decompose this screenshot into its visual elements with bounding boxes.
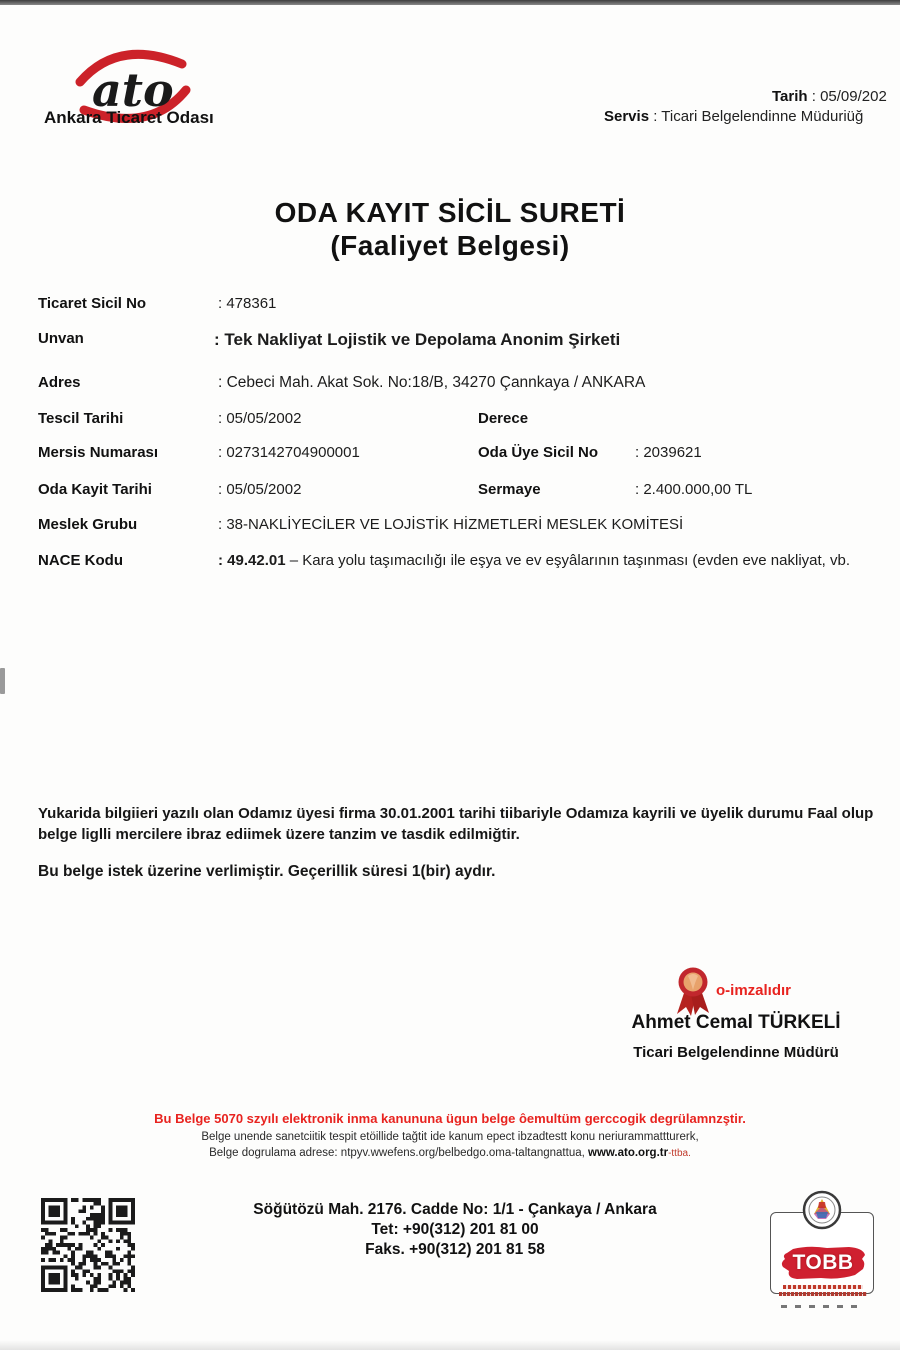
page-title-line1: ODA KAYIT SİCİL SURETİ [274, 197, 626, 228]
tobb-emblem-icon [802, 1190, 842, 1235]
scan-top-edge [0, 0, 900, 5]
field-label-2: Sermaye [478, 481, 541, 498]
url-tail: -ttba. [668, 1148, 691, 1159]
field-label: Adres [38, 374, 81, 391]
service-label: Servis [604, 108, 650, 125]
field-label: Mersis Numarası [38, 444, 159, 461]
header-date [772, 88, 887, 105]
field-label: Meslek Grubu [38, 516, 138, 533]
e-signature-label: o-imzalıdır [716, 982, 792, 999]
header-service [604, 108, 863, 125]
body-paragraph-1: Yukarida bilgiieri yazılı olan Odamız üyesi firma 30.01.2001 tarihi tiibariyle Odamıza kayrili ve üyelik durumu Faal olup belge liglli mercilere ibraz ediimek üzere tanzim ve tasdik edilmiğtir. [38, 805, 874, 843]
field-label-2: Oda Üye Sicil No [478, 444, 599, 461]
field-label: Oda Kayit Tarihi [38, 481, 152, 498]
scan-bottom-edge [0, 1340, 900, 1350]
footer-address: Söğütözü Mah. 2176. Cadde No: 1/1 - Çankaya / Ankara [253, 1201, 657, 1218]
field-value: : 478361 [218, 295, 277, 312]
field-value: : 38-NAKLİYECİLER VE LOJİSTİK HİZMETLERİ MESLEK KOMİTESİ [218, 516, 684, 533]
field-value-2: : 2.400.000,00 TL [635, 481, 753, 498]
date-value: : 05/09/202 [807, 88, 887, 105]
field-value: : Cebeci Mah. Akat Sok. No:18/B, 34270 Çannkaya / ANKARA [218, 374, 646, 391]
service-value: : Ticari Belgelendinne Müduriüğ [649, 108, 864, 125]
tobb-fine-print-2 [779, 1292, 867, 1296]
footer-fax: Faks. +90(312) 201 81 58 [365, 1241, 545, 1258]
tobb-footer-dashes [781, 1305, 865, 1308]
field-value: : Tek Nakliyat Lojistik ve Depolama Anonim Şirketi [214, 330, 621, 349]
page-title-line2: (Faaliyet Belgesi) [330, 230, 570, 261]
field-value: : 05/05/2002 [218, 481, 302, 498]
legal-disclaimer-3 [0, 1147, 900, 1159]
body-paragraph-2: Bu belge istek üzerine verlimiştir. Geçerillik süresi 1(bir) aydır. [38, 863, 496, 880]
field-label: Ticaret Sicil No [38, 295, 147, 312]
footer-tel: Tet: +90(312) 201 81 00 [371, 1221, 539, 1238]
legal-disclaimer-2: Belge unende sanetciitik tespit etöillide tağtit ide kanum epect ibzadtestt konu neriurammattturerk, [201, 1131, 699, 1143]
signer-title: Ticari Belgelendinne Müdürü [633, 1044, 839, 1061]
ato-url: www.ato.org.tr [588, 1147, 669, 1159]
tobb-wordmark: TOBB [792, 1251, 854, 1274]
field-value-2: : 2039621 [635, 444, 702, 461]
field-label-2: Derece [478, 410, 529, 427]
field-value: : 0273142704900001 [218, 444, 360, 461]
field-label: Tescil Tarihi [38, 410, 124, 427]
tobb-logo [766, 1190, 878, 1300]
nace-description: – Kara yolu taşımacılığı ile eşya ve ev eşyâlarının taşınması (evden eve nakliyat, vb. [285, 552, 851, 569]
field-label: NACE Kodu [38, 552, 123, 569]
scan-artifact [0, 668, 5, 694]
nace-code: : 49.42.01 [218, 552, 286, 569]
ato-logo-text: ato [92, 63, 174, 117]
field-label: Unvan [38, 330, 84, 347]
legal-disclaimer-red: Bu Belge 5070 szyılı elektronik inma kanununa ügun belge ôemultüm gerccogik degrülamnzştir. [154, 1111, 746, 1126]
org-name: Ankara Ticaret Odası [44, 108, 214, 127]
date-label: Tarih [772, 88, 808, 105]
footer-contact [60, 1200, 850, 1260]
signer-name: Ahmet Cemal TÜRKELİ [631, 1012, 841, 1033]
verify-url-prefix: Belge dogrulama adrese: ntpyv.wwefens.org/belbedgo.oma-taltangnattua, [209, 1147, 588, 1159]
page-title [0, 196, 900, 262]
field-value: : 05/05/2002 [218, 410, 302, 427]
tobb-fine-print-1 [783, 1285, 863, 1289]
